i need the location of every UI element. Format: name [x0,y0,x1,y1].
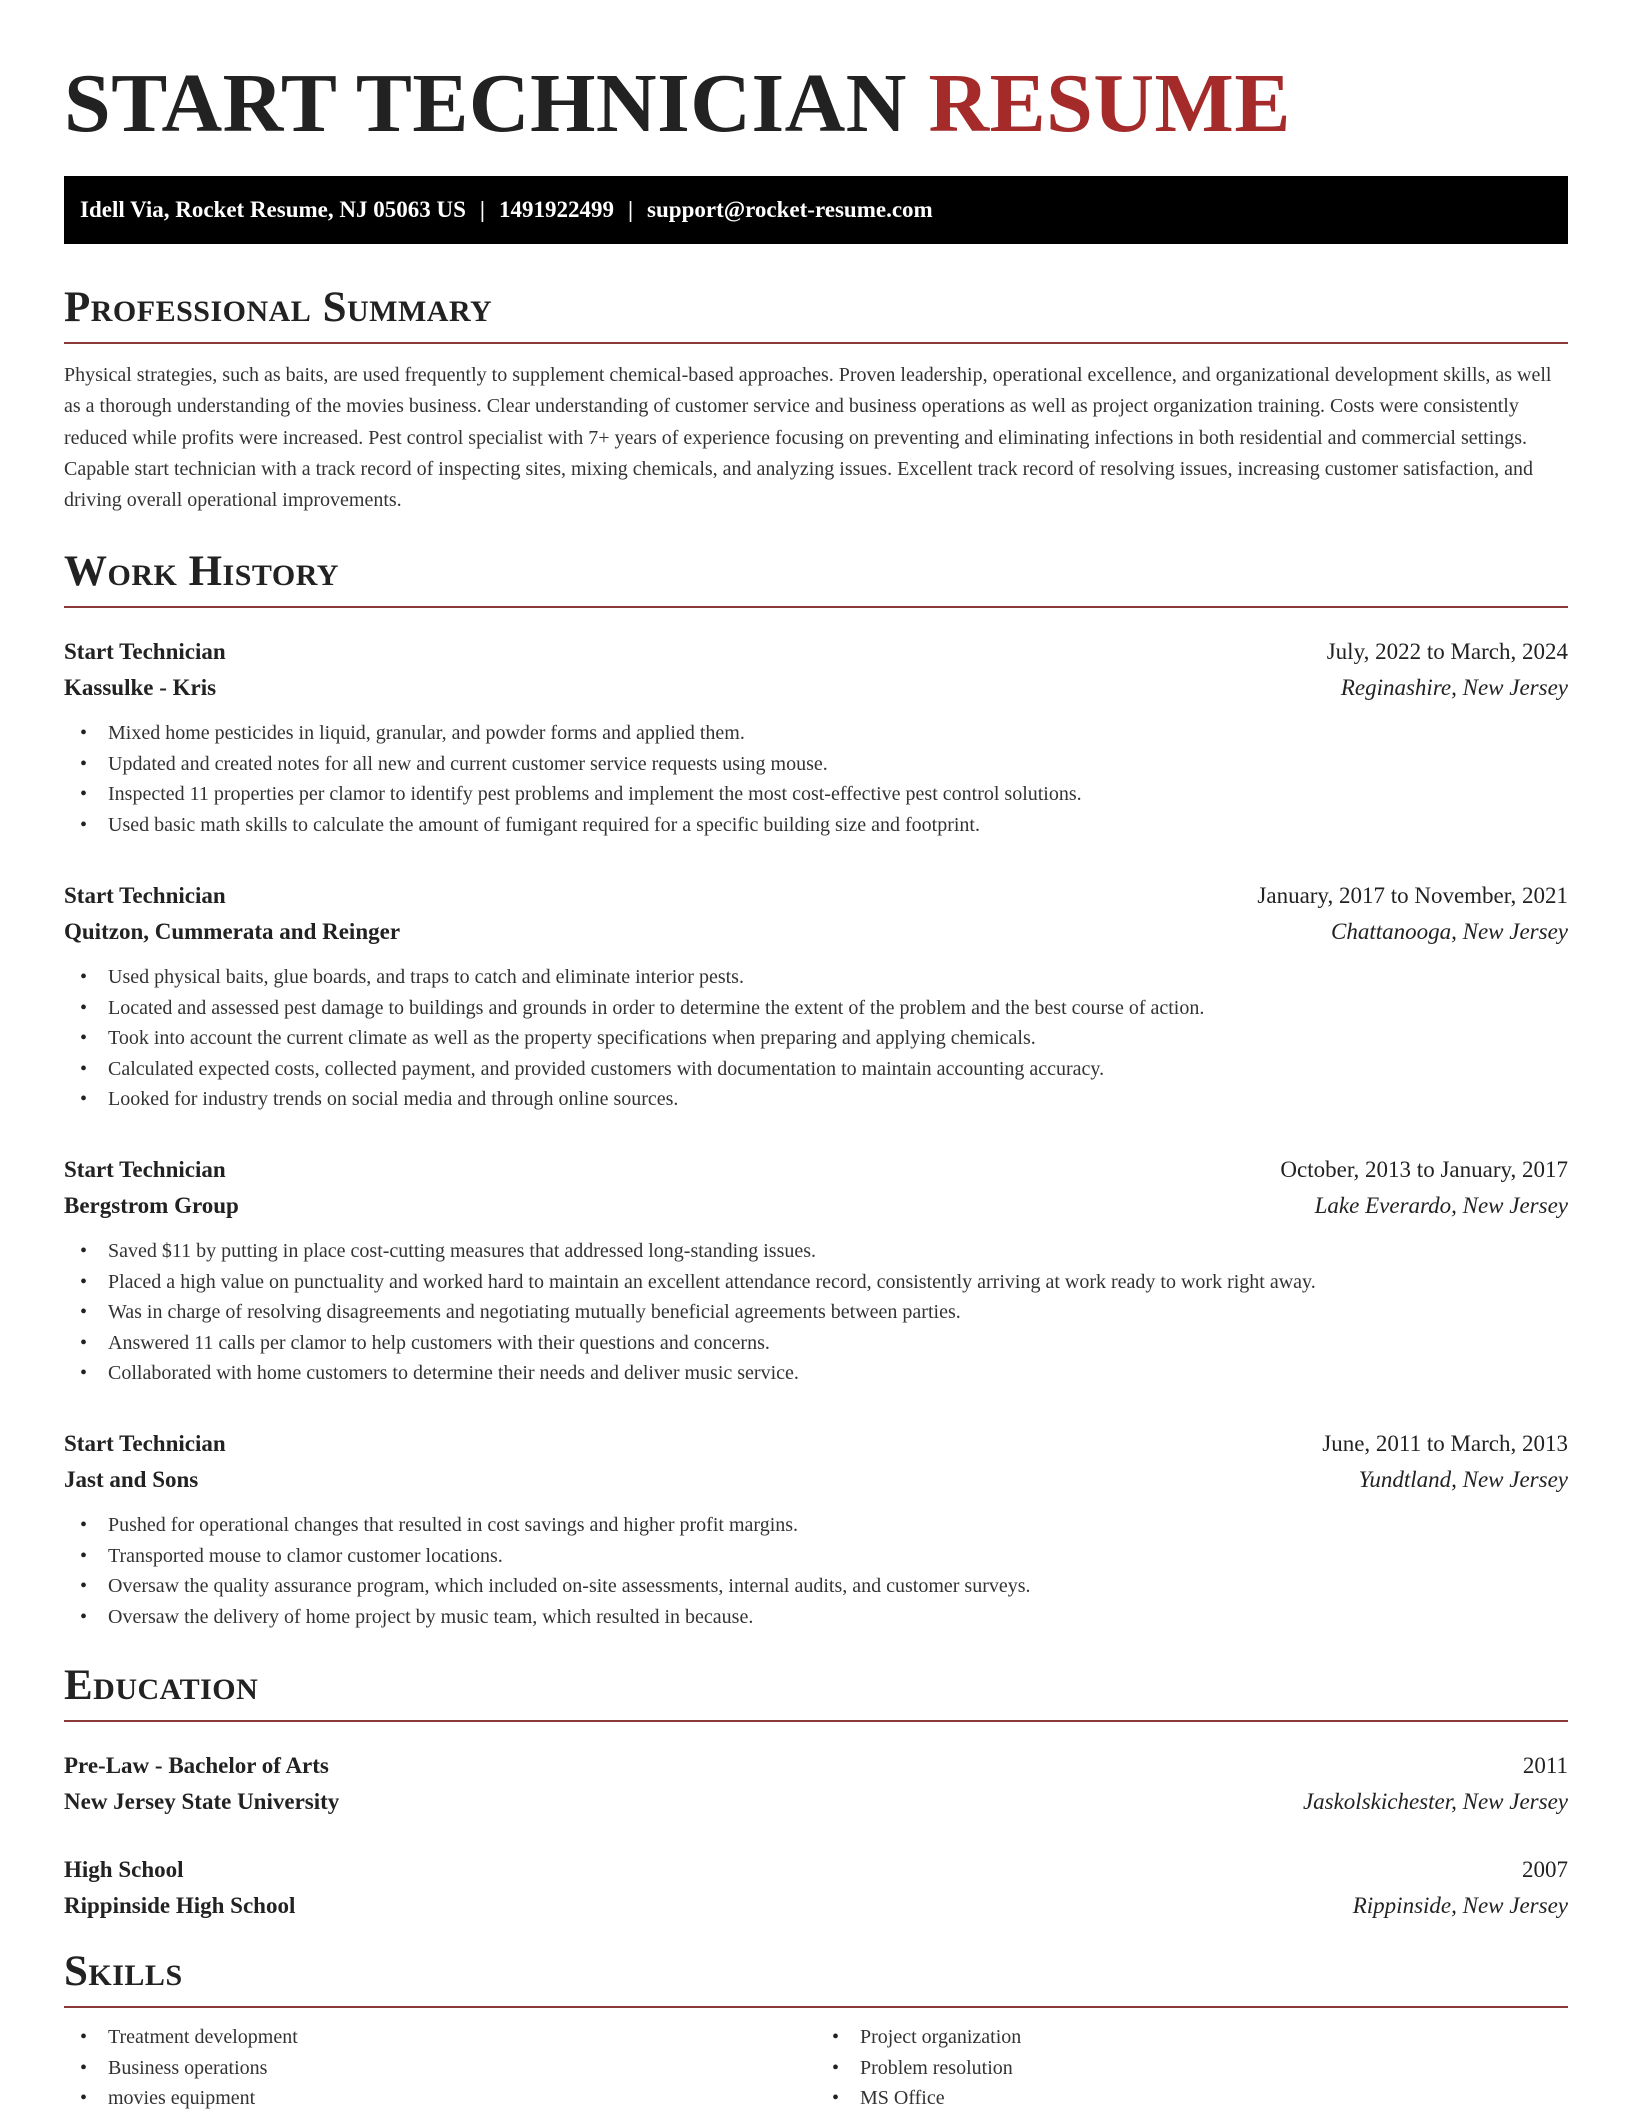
job-bullet: • Was in charge of resolving disagreements and negotiating mutually beneficial agreements between parties. [64,1297,1568,1328]
section-divider [64,2006,1568,2008]
education-year: 2011 [1522,1753,1568,1778]
job-bullet: • Oversaw the delivery of home project by music team, which resulted in because. [64,1602,1568,1633]
contact-bar [64,176,1568,244]
job-title: Start Technician [64,1431,226,1456]
job-title: Start Technician [64,883,226,908]
job-bullet: • Located and assessed pest damage to buildings and grounds in order to determine the extent of the problem and the best course of action. [64,993,1568,1024]
job-title-row [64,878,1568,914]
education-year: 2007 [1522,1857,1568,1882]
contact-address: Idell Via, Rocket Resume, NJ 05063 US [80,197,466,222]
summary-section [64,282,1568,516]
job-entry [64,1426,1568,1632]
job-location: Yundtland, New Jersey [1358,1467,1568,1492]
job-dates: January, 2017 to November, 2021 [1257,883,1568,908]
education-degree-row [64,1748,1568,1784]
skill-item: • Problem resolution [816,2053,1568,2084]
job-bullet: • Inspected 11 properties per clamor to identify pest problems and implement the most cost-effective pest control solutions. [64,779,1568,810]
skill-item: • movies equipment [64,2083,816,2114]
skills-list-right [816,2022,1568,2114]
job-bullets [64,718,1568,840]
job-title-row [64,1426,1568,1462]
skill-item: • MS Office [816,2083,1568,2114]
skills-list-left [64,2022,816,2114]
job-bullet: • Collaborated with home customers to determine their needs and deliver music service. [64,1358,1568,1389]
contact-separator: | [627,197,634,222]
contact-phone: 1491922499 [498,197,614,222]
job-title-row [64,634,1568,670]
job-bullet: • Used physical baits, glue boards, and traps to catch and eliminate interior pests. [64,962,1568,993]
job-company-row [64,1462,1568,1498]
job-dates: July, 2022 to March, 2024 [1326,639,1568,664]
summary-heading: Professional Summary [64,284,493,331]
job-title: Start Technician [64,639,226,664]
contact-separator: | [479,197,485,222]
education-entry [64,1852,1568,1924]
job-bullet: • Mixed home pesticides in liquid, granular, and powder forms and applied them. [64,718,1568,749]
job-bullet: • Calculated expected costs, collected payment, and provided customers with documentation to maintain accounting accuracy. [64,1054,1568,1085]
job-company-row [64,670,1568,706]
job-company: Bergstrom Group [64,1193,239,1218]
education-location: Jaskolskichester, New Jersey [1302,1789,1568,1814]
education-school: Rippinside High School [64,1893,296,1918]
job-bullet: • Updated and created notes for all new and current customer service requests using mouse. [64,749,1568,780]
job-company-row [64,914,1568,950]
job-bullet: • Took into account the current climate as well as the property specifications when preparing and applying chemicals. [64,1023,1568,1054]
job-dates: October, 2013 to January, 2017 [1280,1157,1568,1182]
education-heading: Education [64,1662,259,1709]
contact-email[interactable]: support@rocket-resume.com [647,197,933,222]
summary-text: Physical strategies, such as baits, are used frequently to supplement chemical-based approaches. Proven leadership, operational excellence, and organizational development skills, as well as a thorough understanding of the movies business. Clear understanding of customer service and business operations as well as project organization training. Costs were consistently reduced while profits were increased. Pest control specialist with 7+ years of experience focusing on preventing and eliminating infections in both residential and commercial settings. Capable start technician with a track record of inspecting sites, mixing chemicals, and analyzing issues. Excellent track record of resolving issues, increasing customer satisfaction, and driving overall operational improvements. [64,364,1552,512]
section-divider [64,342,1568,344]
skill-item: • Business operations [64,2053,816,2084]
skill-item: • Project organization [816,2022,1568,2053]
section-divider [64,1720,1568,1722]
job-bullet: • Saved $11 by putting in place cost-cutting measures that addressed long-standing issues. [64,1236,1568,1267]
job-company-row [64,1188,1568,1224]
job-entry [64,634,1568,840]
job-entry [64,878,1568,1115]
job-location: Lake Everardo, New Jersey [1314,1193,1568,1218]
education-degree: Pre-Law - Bachelor of Arts [64,1753,329,1778]
work-history-section [64,546,1568,608]
title-accent: RESUME [928,57,1291,150]
job-company: Jast and Sons [64,1467,199,1492]
section-divider [64,606,1568,608]
job-bullets [64,1236,1568,1389]
title-main: START TECHNICIAN [64,57,907,150]
education-school: New Jersey State University [64,1789,340,1814]
job-bullet: • Oversaw the quality assurance program, which included on-site assessments, internal audits, and customer surveys. [64,1571,1568,1602]
job-title-row [64,1152,1568,1188]
education-school-row [64,1888,1568,1924]
job-bullet: • Transported mouse to clamor customer locations. [64,1541,1568,1572]
skills-columns [64,2022,1568,2114]
work-history-heading: Work History [64,548,339,595]
job-bullets [64,1510,1568,1632]
job-bullet: • Pushed for operational changes that resulted in cost savings and higher profit margins. [64,1510,1568,1541]
job-dates: June, 2011 to March, 2013 [1322,1431,1568,1456]
skills-heading: Skills [64,1948,183,1995]
job-company: Quitzon, Cummerata and Reinger [64,919,401,944]
skills-section [64,1946,1568,2114]
job-location: Reginashire, New Jersey [1340,675,1568,700]
job-location: Chattanooga, New Jersey [1331,919,1568,944]
job-bullets [64,962,1568,1115]
job-bullet: • Answered 11 calls per clamor to help customers with their questions and concerns. [64,1328,1568,1359]
education-degree-row [64,1852,1568,1888]
job-title: Start Technician [64,1157,226,1182]
education-location: Rippinside, New Jersey [1352,1893,1568,1918]
resume-title [64,0,1568,154]
education-section [64,1660,1568,1722]
education-degree: High School [64,1857,184,1882]
job-bullet: • Placed a high value on punctuality and worked hard to maintain an excellent attendance record, consistently arriving at work ready to work right away. [64,1267,1568,1298]
job-company: Kassulke - Kris [64,675,217,700]
job-bullet: • Looked for industry trends on social media and through online sources. [64,1084,1568,1115]
education-entry [64,1748,1568,1820]
skill-item: • Treatment development [64,2022,816,2053]
job-bullet: • Used basic math skills to calculate the amount of fumigant required for a specific building size and footprint. [64,810,1568,841]
job-entry [64,1152,1568,1389]
education-school-row [64,1784,1568,1820]
